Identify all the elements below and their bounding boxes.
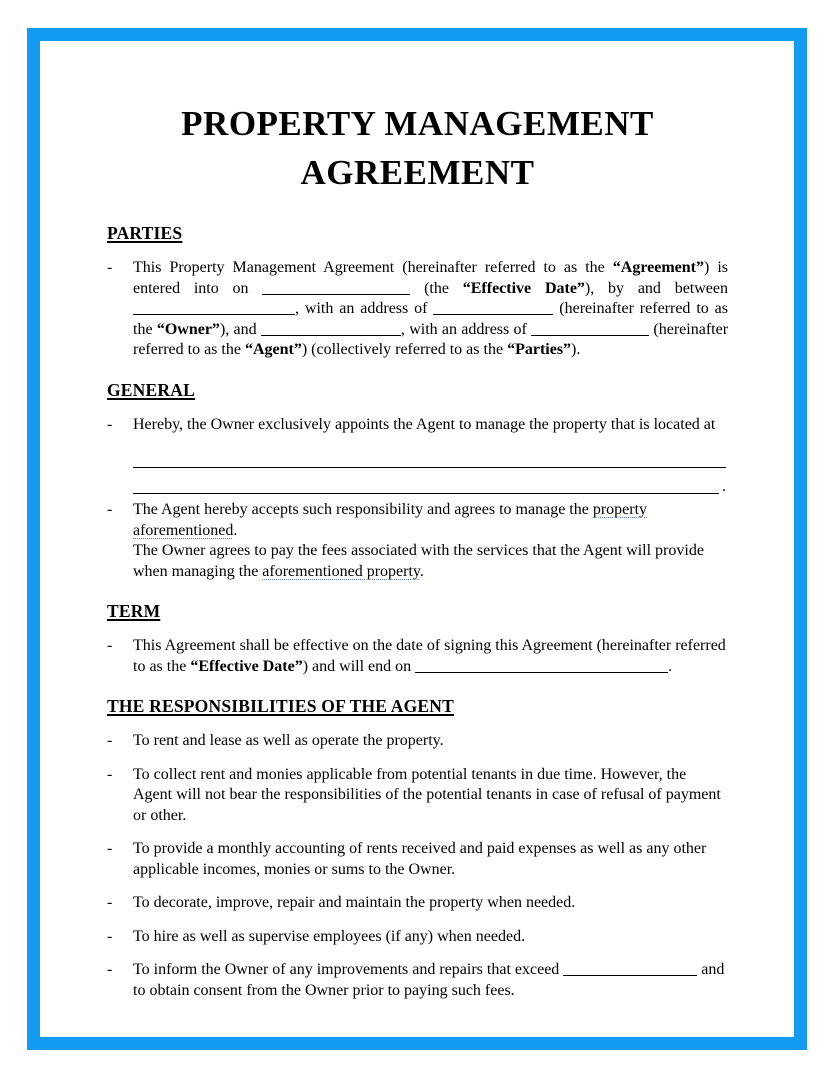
- bullet-dash: -: [107, 927, 113, 945]
- fill-in-line-rule: [133, 493, 719, 494]
- text-segment: .: [668, 657, 673, 675]
- bullet-text: [133, 960, 728, 1001]
- bullet-dash: -: [107, 259, 113, 276]
- bullet-item: [107, 258, 728, 361]
- text-segment: The Owner agrees to pay the fees associated with the services that the Agent will provide when managing the: [133, 542, 704, 580]
- text-segment: “Owner”: [156, 320, 220, 338]
- bullet-dash: -: [107, 501, 113, 518]
- text-segment: To inform the Owner of any improvements and repairs that exceed: [133, 961, 564, 978]
- bullet-dash: -: [107, 961, 113, 978]
- bullet-dash: -: [107, 765, 113, 783]
- bullet-text: [133, 765, 728, 827]
- document-title-line-1: PROPERTY MANAGEMENT: [181, 104, 654, 143]
- section-heading-parties: PARTIES: [107, 223, 183, 243]
- fill-in-blank[interactable]: [415, 659, 668, 673]
- text-segment: This Agreement shall be effective on the date of signing this Agreement (hereinafter referred to as the: [133, 637, 726, 675]
- bullet-item: [107, 500, 728, 582]
- text-segment: ), by and between: [584, 279, 728, 297]
- bullet-dash: -: [107, 415, 113, 433]
- text-segment: To decorate, improve, repair and maintain the property when needed.: [133, 894, 576, 911]
- text-segment: ).: [571, 341, 581, 358]
- bullet-item: [107, 927, 728, 948]
- section-term: [107, 601, 728, 677]
- bullet-dash: -: [107, 732, 113, 749]
- section-heading-general: GENERAL: [107, 379, 195, 400]
- bullet-text: [133, 500, 728, 582]
- fill-in-blank[interactable]: [262, 281, 410, 295]
- bullet-text: [133, 415, 728, 436]
- section-general: [107, 380, 728, 583]
- bullet-item: [107, 731, 728, 752]
- bullet-text: [133, 258, 728, 361]
- bullet-item: [107, 893, 728, 914]
- text-segment: This Property Management Agreement (hereinafter referred to as the: [133, 259, 613, 276]
- bullet-text: [133, 893, 728, 914]
- bullet-text: [133, 731, 728, 752]
- grammar-flagged-text: aforementioned property: [262, 562, 420, 580]
- text-segment: To hire as well as supervise employees (if any) when needed.: [133, 927, 526, 945]
- text-segment: To collect rent and monies applicable from potential tenants in due time. However, the Agent will not bear the responsibilities of the potential tenants in case of refusal of payment or other.: [133, 765, 721, 824]
- fill-in-blank[interactable]: [531, 322, 649, 336]
- text-segment: To provide a monthly accounting of rents received and paid expenses as well as any other applicable incomes, monies or sums to the Owner.: [133, 840, 707, 878]
- text-segment: .: [233, 521, 238, 539]
- text-segment: .: [419, 562, 424, 580]
- text-segment: To rent and lease as well as operate the property.: [133, 732, 444, 749]
- text-segment: , with an address of: [400, 320, 532, 338]
- text-segment: The Agent hereby accepts such responsibility and agrees to manage the: [133, 501, 593, 518]
- section-heading-term: TERM: [107, 601, 161, 621]
- bullet-dash: -: [107, 840, 113, 857]
- text-segment: , with an address of: [295, 300, 434, 317]
- text-segment: (hereinafter referred to as the: [133, 320, 729, 358]
- text-segment: (the: [410, 279, 463, 297]
- text-segment: ), and: [219, 320, 261, 338]
- text-segment: ) is entered into on: [133, 259, 729, 297]
- bullet-dash: -: [107, 894, 113, 911]
- fill-in-blank[interactable]: [261, 322, 401, 336]
- fill-in-line[interactable]: [133, 448, 726, 468]
- text-segment: ) and will end on: [302, 657, 416, 675]
- text-segment: (hereinafter referred to as the: [133, 300, 729, 338]
- text-segment: “Effective Date”: [190, 657, 303, 675]
- fill-in-line-rule: [133, 467, 726, 468]
- text-segment: ) (collectively referred to as the: [301, 341, 508, 358]
- bullet-text: [133, 636, 728, 677]
- bullet-item: [107, 765, 728, 827]
- bullet-item: [107, 960, 728, 1001]
- fill-in-blank[interactable]: [133, 301, 295, 315]
- text-segment: “Effective Date”: [462, 279, 585, 297]
- fill-in-line[interactable]: [133, 474, 726, 494]
- text-segment: Hereby, the Owner exclusively appoints the Agent to manage the property that is located at: [133, 415, 716, 433]
- bullet-text: [133, 839, 728, 880]
- section-parties: [107, 223, 728, 361]
- section-heading-agent-responsibilities: THE RESPONSIBILITIES OF THE AGENT: [107, 696, 454, 716]
- text-segment: “Parties”: [507, 341, 572, 358]
- bullet-dash: -: [107, 637, 113, 654]
- document-title: [107, 99, 728, 197]
- grammar-flagged-text: property aforementioned: [133, 501, 648, 539]
- document-page: [27, 28, 807, 1050]
- text-segment: “Agent”: [244, 341, 302, 358]
- bullet-item: [107, 839, 728, 880]
- bullet-item: [107, 636, 728, 677]
- document-title-line-2: AGREEMENT: [300, 153, 535, 192]
- section-agent-responsibilities: [107, 696, 728, 1001]
- text-segment: and to obtain consent from the Owner prior to paying such fees.: [133, 961, 725, 999]
- document-sections: [107, 223, 728, 1001]
- text-segment: “Agreement”: [612, 259, 705, 276]
- fill-in-blank[interactable]: [563, 962, 697, 976]
- fill-in-line-suffix: .: [722, 478, 726, 495]
- bullet-item: [107, 415, 728, 436]
- bullet-text: [133, 927, 728, 948]
- fill-in-blank[interactable]: [433, 301, 553, 315]
